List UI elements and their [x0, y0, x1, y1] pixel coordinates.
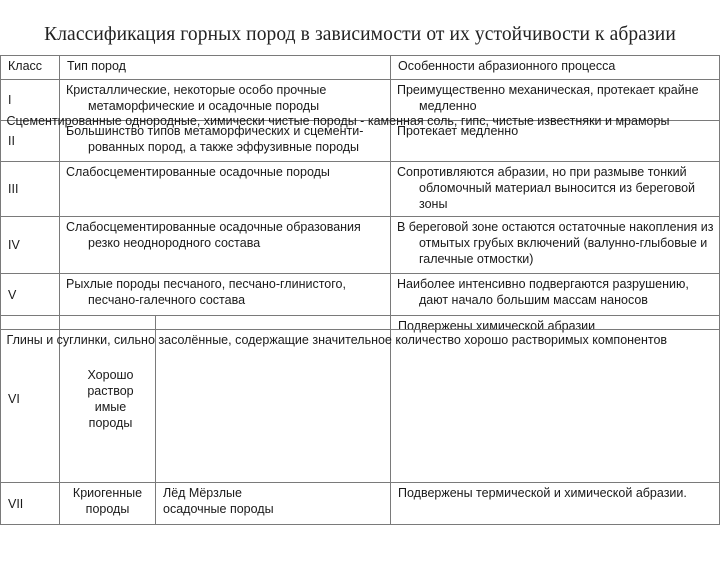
- rock-type-cell: Рыхлые породы песчаного, песчано-глинистого, песчано-галечного состава: [60, 274, 391, 316]
- features-cell: Сопротивляются абразии, но при размыве тонкий обломочный материал выносится из береговой зоны: [391, 162, 720, 217]
- subtype-item: Глины и суглинки, сильно засолённые, содержащие значительное количество хорошо растворимых компонентов: [1, 330, 720, 580]
- subtype-cell: Лёд Мёрзлые осадочные породы: [156, 483, 391, 525]
- page-title: Классификация горных пород в зависимости от их устойчивости к абразии: [44, 24, 676, 45]
- rock-type-cell: Слабосцементированные осадочные образования резко неоднородного состава: [60, 217, 391, 274]
- header-features: Особенности абразионного процесса: [391, 56, 720, 80]
- class-cell: VII: [1, 483, 60, 525]
- rock-group-cell: Криогенные породы: [60, 483, 156, 525]
- features-cell: Подвержены химической абразии: [391, 316, 720, 483]
- header-class: Класс: [1, 56, 60, 80]
- classification-table: [0, 55, 720, 525]
- rock-group-cell: Хорошо раствор имые породы: [60, 316, 156, 483]
- features-cell: Преимущественно механическая, протекает крайне медленно: [391, 80, 720, 121]
- table-header-row: [1, 56, 720, 80]
- rock-type-cell: Большинство типов метаморфических и сцементи-рованных пород, а также эффузивные породы: [60, 121, 391, 162]
- class-cell: VI: [1, 316, 60, 483]
- subtype-table: [1, 111, 720, 580]
- features-cell: Подвержены термической и химической абразии.: [391, 483, 720, 525]
- class-cell: IV: [1, 217, 60, 274]
- subtype-item: Сцементированные однородные, химически чистые породы - каменная соль, гипс, чистые известняки и мраморы: [1, 111, 720, 330]
- rock-type-cell: Слабосцементированные осадочные породы: [60, 162, 391, 217]
- rock-type-cell: Кристаллические, некоторые особо прочные метаморфические и осадочные породы: [60, 80, 391, 121]
- features-cell: Наиболее интенсивно подвергаются разрушению, дают начало большим массам наносов: [391, 274, 720, 316]
- class-cell: III: [1, 162, 60, 217]
- features-cell: В береговой зоне остаются остаточные накопления из отмытых грубых включений (валунно-глыбовые и галечные отмостки): [391, 217, 720, 274]
- class-cell: V: [1, 274, 60, 316]
- class-cell: I: [1, 80, 60, 121]
- class-cell: II: [1, 121, 60, 162]
- features-cell: Протекает медленно: [391, 121, 720, 162]
- table-row: [1, 316, 720, 483]
- header-rock-type: Тип пород: [60, 56, 391, 80]
